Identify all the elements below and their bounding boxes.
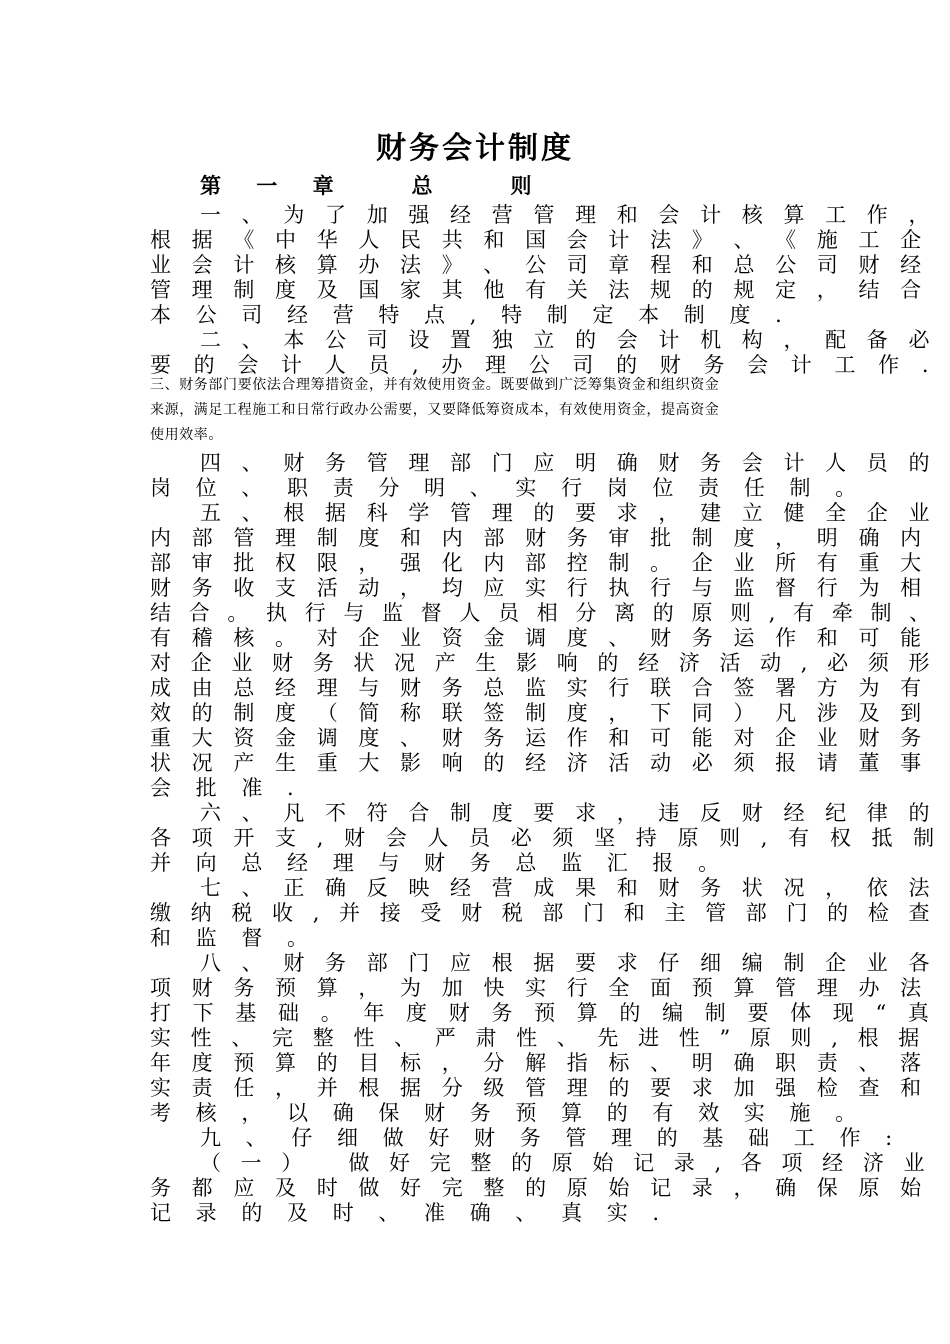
- document-title: 财务会计制度: [376, 131, 574, 166]
- text-line: 四 、 财 务 管 理 部 门 应 明 确 财 务 会 计 人 员 的: [200, 451, 937, 475]
- text-line: 使用效率。: [150, 427, 223, 443]
- text-line: 记 录 的 及 时 、 准 确 、 真 实 .: [150, 1201, 669, 1225]
- text-line: 年 度 预 算 的 目 标 ， 分 解 指 标 、 明 确 职 责 、 落: [150, 1051, 929, 1075]
- text-line: 六 、 凡 不 符 合 制 度 要 求 ， 违 反 财 经 纪 律 的: [200, 801, 937, 825]
- text-line: 三、财务部门要依法合理筹措资金，并有效使用资金。既要做到广泛筹集资金和组织资金: [150, 377, 720, 393]
- text-line: 业 会 计 核 算 办 法 》 、 公 司 章 程 和 总 公 司 财 经: [150, 253, 929, 277]
- text-line: 实 责 任 ， 并 根 据 分 级 管 理 的 要 求 加 强 检 查 和: [150, 1076, 929, 1100]
- text-line: 财 务 收 支 活 动 ， 均 应 实 行 执 行 与 监 督 行 为 相: [150, 576, 929, 600]
- text-line: 并 向 总 经 理 与 财 务 总 监 汇 报 。: [150, 851, 729, 875]
- text-line: （ 一 ） 做 好 完 整 的 原 始 记 录 , 各 项 经 济 业: [200, 1151, 932, 1175]
- text-line: 管 理 制 度 及 国 家 其 他 有 关 法 规 的 规 定 ， 结 合: [150, 278, 929, 302]
- text-line: 成 由 总 经 理 与 财 务 总 监 实 行 联 合 签 署 方 为 有: [150, 676, 929, 700]
- text-line: 部 审 批 权 限 ， 强 化 内 部 控 制 。 企 业 所 有 重 大: [150, 551, 929, 575]
- text-line: 根 据 《 中 华 人 民 共 和 国 会 计 法 》 、 《 施 工 企: [150, 228, 929, 252]
- text-line: 有 稽 核 。 对 企 业 资 金 调 度 、 财 务 运 作 和 可 能: [150, 626, 929, 650]
- text-line: 内 部 管 理 制 度 和 内 部 财 务 审 批 制 度 ， 明 确 内: [150, 526, 929, 550]
- text-line: 结 合 。 执 行 与 监 督 人 员 相 分 离 的 原 则 , 有 牵 制 、: [150, 601, 936, 625]
- text-line: 一 、 为 了 加 强 经 营 管 理 和 会 计 核 算 工 作 ，: [200, 203, 937, 227]
- text-line: 八 、 财 务 部 门 应 根 据 要 求 仔 细 编 制 企 业 各: [200, 951, 937, 975]
- text-line: 重 大 资 金 调 度 、 财 务 运 作 和 可 能 对 企 业 财 务: [150, 726, 929, 750]
- text-line: 二 、 本 公 司 设 置 独 立 的 会 计 机 构 ， 配 备 必: [200, 328, 937, 352]
- text-line: 对 企 业 财 务 状 况 产 生 影 响 的 经 济 活 动 , 必 须 形: [150, 651, 937, 675]
- text-line: 考 核 ， 以 确 保 财 务 预 算 的 有 效 实 施 。: [150, 1101, 866, 1125]
- text-line: 来源，满足工程施工和日常行政办公需要，又要降低筹资成本，有效使用资金，提高资金: [150, 402, 720, 418]
- text-line: 各 项 开 支 , 财 会 人 员 必 须 坚 持 原 则 , 有 权 抵 制: [150, 826, 942, 850]
- text-line: 项 财 务 预 算 ， 为 加 快 实 行 全 面 预 算 管 理 办 法: [150, 976, 929, 1000]
- text-line: 本 公 司 经 营 特 点 , 特 制 定 本 制 度 .: [150, 303, 791, 327]
- text-line: 岗 位 、 职 责 分 明 、 实 行 岗 位 责 任 制 。: [150, 476, 866, 500]
- text-line: 务 都 应 及 时 做 好 完 整 的 原 始 记 录 ， 确 保 原 始: [150, 1176, 929, 1200]
- text-line: 实 性 、 完 整 性 、 严 肃 性 、 先 进 性 ” 原 则 , 根 据: [150, 1026, 926, 1050]
- text-line: 打 下 基 础 。 年 度 财 务 预 算 的 编 制 要 体 现 “ 真: [150, 1001, 937, 1025]
- text-line: 九 、 仔 细 做 好 财 务 管 理 的 基 础 工 作 :: [200, 1126, 902, 1150]
- text-line: 要 的 会 计 人 员 , 办 理 公 司 的 财 务 会 计 工 作 .: [150, 353, 937, 377]
- chapter-heading: 第 一 章 总 则: [200, 174, 546, 198]
- text-line: 效 的 制 度 （ 简 称 联 签 制 度 ， 下 同 ） 凡 涉 及 到: [150, 701, 929, 725]
- text-line: 状 况 产 生 重 大 影 响 的 经 济 活 动 必 须 报 请 董 事: [150, 751, 929, 775]
- text-line: 五 、 根 据 科 学 管 理 的 要 求 ， 建 立 健 全 企 业: [200, 501, 937, 525]
- text-line: 七 、 正 确 反 映 经 营 成 果 和 财 务 状 况 ， 依 法: [200, 876, 937, 900]
- text-line: 缴 纳 税 收 , 并 接 受 财 税 部 门 和 主 管 部 门 的 检 查: [150, 901, 937, 925]
- text-line: 会 批 准 .: [150, 776, 303, 800]
- text-line: 和 监 督 。: [150, 926, 318, 950]
